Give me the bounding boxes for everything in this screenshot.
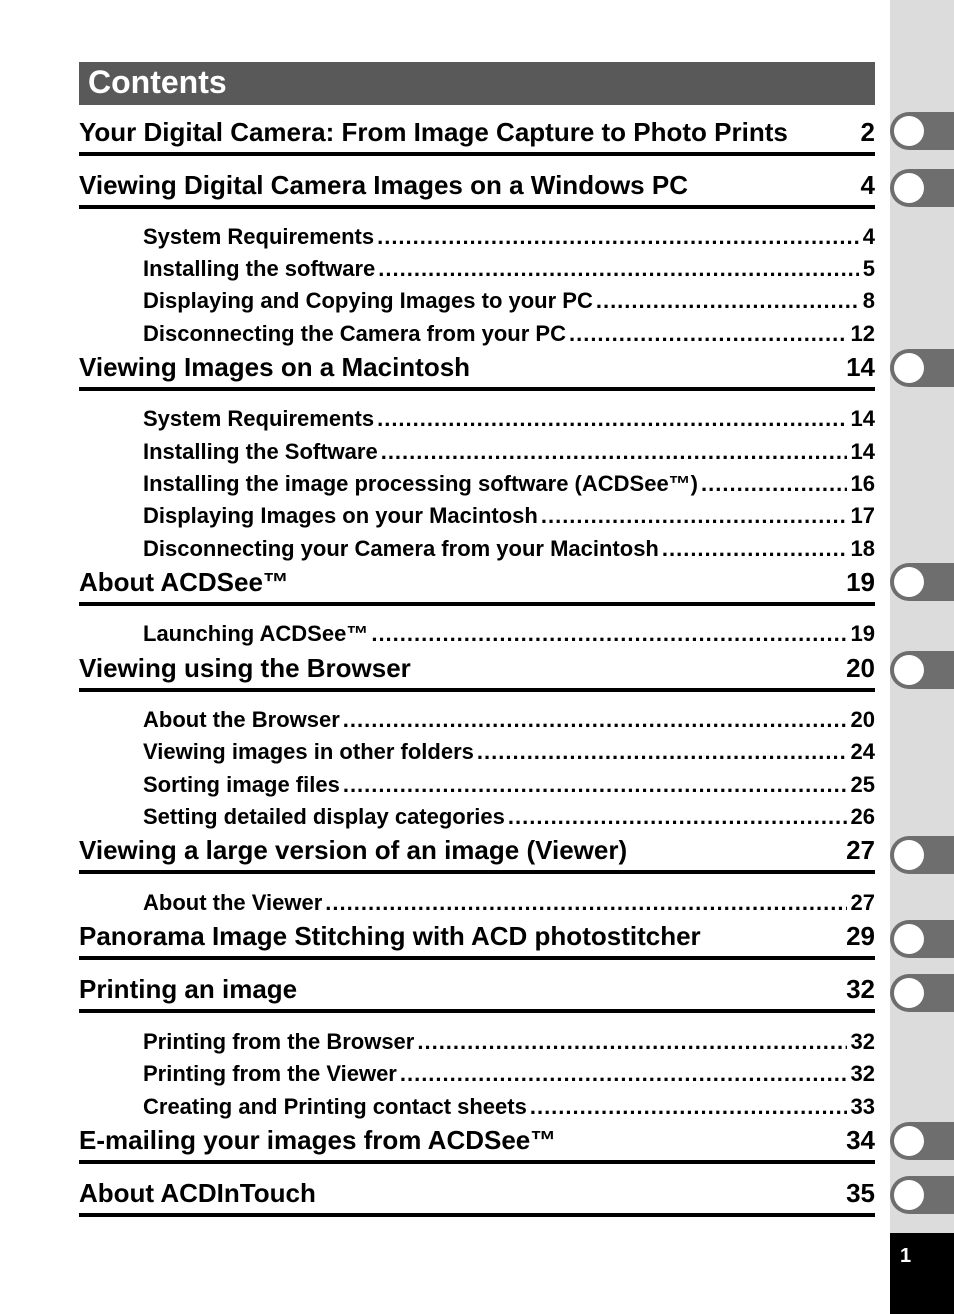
toc-entry-title: Creating and Printing contact sheets [143,1094,527,1119]
toc-entry[interactable] [143,771,875,799]
toc-entry-title: Displaying Images on your Macintosh [143,503,538,528]
chapter-tab-circle-icon [890,112,928,150]
toc-section-page: 27 [846,835,875,865]
section-divider [79,1160,875,1164]
toc-entry-page: 8 [862,288,875,313]
toc-section-page: 2 [860,117,875,147]
toc-entry[interactable] [143,738,875,766]
toc-entry-title: About the Browser [143,707,340,732]
toc-section-page: 4 [860,170,875,200]
toc-section[interactable] [79,116,875,148]
page-title: Contents [88,64,227,100]
toc-section-page: 14 [846,352,875,382]
toc-entry[interactable] [143,287,875,315]
toc-section[interactable] [79,351,875,383]
leader-dots [541,502,847,530]
chapter-tab-circle-icon [890,349,928,387]
toc-entry[interactable] [143,706,875,734]
toc-entry-title: Disconnecting your Camera from your Macintosh [143,536,659,561]
toc-section[interactable] [79,973,875,1005]
leader-dots [477,738,847,766]
chapter-tab-7[interactable] [890,920,954,958]
chapter-tab-3[interactable] [890,349,954,387]
toc-entry[interactable] [143,438,875,466]
toc-entry-title: Printing from the Viewer [143,1061,397,1086]
page-number-box [890,1233,954,1314]
toc-entry[interactable] [143,255,875,283]
toc-section-title: Printing an image [79,974,298,1004]
toc-section-title: Your Digital Camera: From Image Capture to Photo Prints [79,117,788,147]
toc-entry[interactable] [143,1028,875,1056]
toc-entry-title: About the Viewer [143,890,323,915]
toc-entry-title: Sorting image files [143,772,340,797]
toc-entry-title: Viewing images in other folders [143,739,474,764]
chapter-tab-9[interactable] [890,1122,954,1160]
section-divider [79,152,875,156]
toc-section-title: Viewing using the Browser [79,653,411,683]
toc-entry-page: 32 [850,1061,875,1086]
toc-entry[interactable] [143,502,875,530]
toc-entry-title: System Requirements [143,224,375,249]
leader-dots [530,1093,847,1121]
section-divider [79,205,875,209]
toc-section-title: Viewing Images on a Macintosh [79,352,471,382]
section-divider [79,1213,875,1217]
toc-entry-page: 4 [862,224,875,249]
section-divider [79,387,875,391]
toc-entry-title: Disconnecting the Camera from your PC [143,321,566,346]
leader-dots [417,1028,846,1056]
toc-entry-page: 24 [850,739,875,764]
leader-dots [377,405,846,433]
toc-entry[interactable] [143,620,875,648]
toc-entry-title: Printing from the Browser [143,1029,415,1054]
chapter-tab-5[interactable] [890,651,954,689]
leader-dots [343,706,847,734]
leader-dots [378,255,858,283]
chapter-tab-circle-icon [890,974,928,1012]
chapter-tab-circle-icon [890,563,928,601]
toc-section-page: 34 [846,1125,875,1155]
chapter-tab-circle-icon [890,1122,928,1160]
toc-section[interactable] [79,652,875,684]
toc-entry-page: 5 [862,256,875,281]
toc-section[interactable] [79,169,875,201]
section-divider [79,688,875,692]
toc-entry-page: 14 [850,439,875,464]
leader-dots [325,889,846,917]
toc-section-page: 20 [846,653,875,683]
toc-section[interactable] [79,566,875,598]
chapter-tab-1[interactable] [890,112,954,150]
chapter-tab-4[interactable] [890,563,954,601]
toc-entry-page: 12 [850,321,875,346]
toc-entry[interactable] [143,320,875,348]
toc-entry-page: 19 [850,621,875,646]
chapter-tab-6[interactable] [890,836,954,874]
section-divider [79,602,875,606]
leader-dots [596,287,859,315]
toc-entry[interactable] [143,803,875,831]
toc-entry[interactable] [143,1060,875,1088]
page-number: 1 [900,1245,912,1267]
toc-section-title: E-mailing your images from ACDSee™ [79,1125,557,1155]
toc-entry-page: 17 [850,503,875,528]
toc-entry-page: 32 [850,1029,875,1054]
toc-section-title: Viewing a large version of an image (Viewer) [79,835,628,865]
leader-dots [381,438,847,466]
toc-entry-title: Displaying and Copying Images to your PC [143,288,593,313]
toc-entry-title: Launching ACDSee™ [143,621,369,646]
leader-dots [569,320,847,348]
toc-entry-page: 33 [850,1094,875,1119]
chapter-tab-circle-icon [890,1176,928,1214]
toc-entry-title: System Requirements [143,406,375,431]
toc-entry-page: 25 [850,772,875,797]
toc-entry-page: 27 [850,890,875,915]
chapter-tab-circle-icon [890,169,928,207]
leader-dots [662,535,847,563]
chapter-tab-10[interactable] [890,1176,954,1214]
toc-section-page: 29 [846,921,875,951]
leader-dots [343,771,847,799]
leader-dots [377,223,859,251]
toc-entry-page: 18 [850,536,875,561]
toc-section[interactable] [79,920,875,952]
section-divider [79,870,875,874]
toc-section-page: 35 [846,1178,875,1208]
leader-dots [508,803,847,831]
contents-banner [79,62,875,105]
chapter-tab-circle-icon [890,836,928,874]
toc-entry-title: Installing the software [143,256,376,281]
chapter-tab-8[interactable] [890,974,954,1012]
leader-dots [701,470,847,498]
toc-section-title: Panorama Image Stitching with ACD photostitcher [79,921,701,951]
toc-section[interactable] [79,1124,875,1156]
toc-section[interactable] [79,1177,875,1209]
toc-entry[interactable] [143,405,875,433]
section-divider [79,1009,875,1013]
chapter-tab-circle-icon [890,651,928,689]
toc-section-title: About ACDSee™ [79,567,289,597]
toc-section-title: About ACDInTouch [79,1178,316,1208]
toc-entry-page: 16 [850,471,875,496]
toc-entry-title: Setting detailed display categories [143,804,505,829]
toc-entry[interactable] [143,535,875,563]
section-divider [79,956,875,960]
toc-section-page: 19 [846,567,875,597]
leader-dots [371,620,846,648]
toc-entry[interactable] [143,470,875,498]
leader-dots [400,1060,847,1088]
toc-entry-page: 20 [850,707,875,732]
toc-section-page: 32 [846,974,875,1004]
toc-entry-title: Installing the Software [143,439,378,464]
chapter-tab-2[interactable] [890,169,954,207]
toc-section[interactable] [79,834,875,866]
toc-entry[interactable] [143,1093,875,1121]
chapter-tab-circle-icon [890,920,928,958]
toc-section-title: Viewing Digital Camera Images on a Windows PC [79,170,688,200]
toc-entry-title: Installing the image processing software (ACDSee™) [143,471,699,496]
toc-entry[interactable] [143,889,875,917]
toc-entry-page: 26 [850,804,875,829]
toc-entry-page: 14 [850,406,875,431]
toc-entry[interactable] [143,223,875,251]
